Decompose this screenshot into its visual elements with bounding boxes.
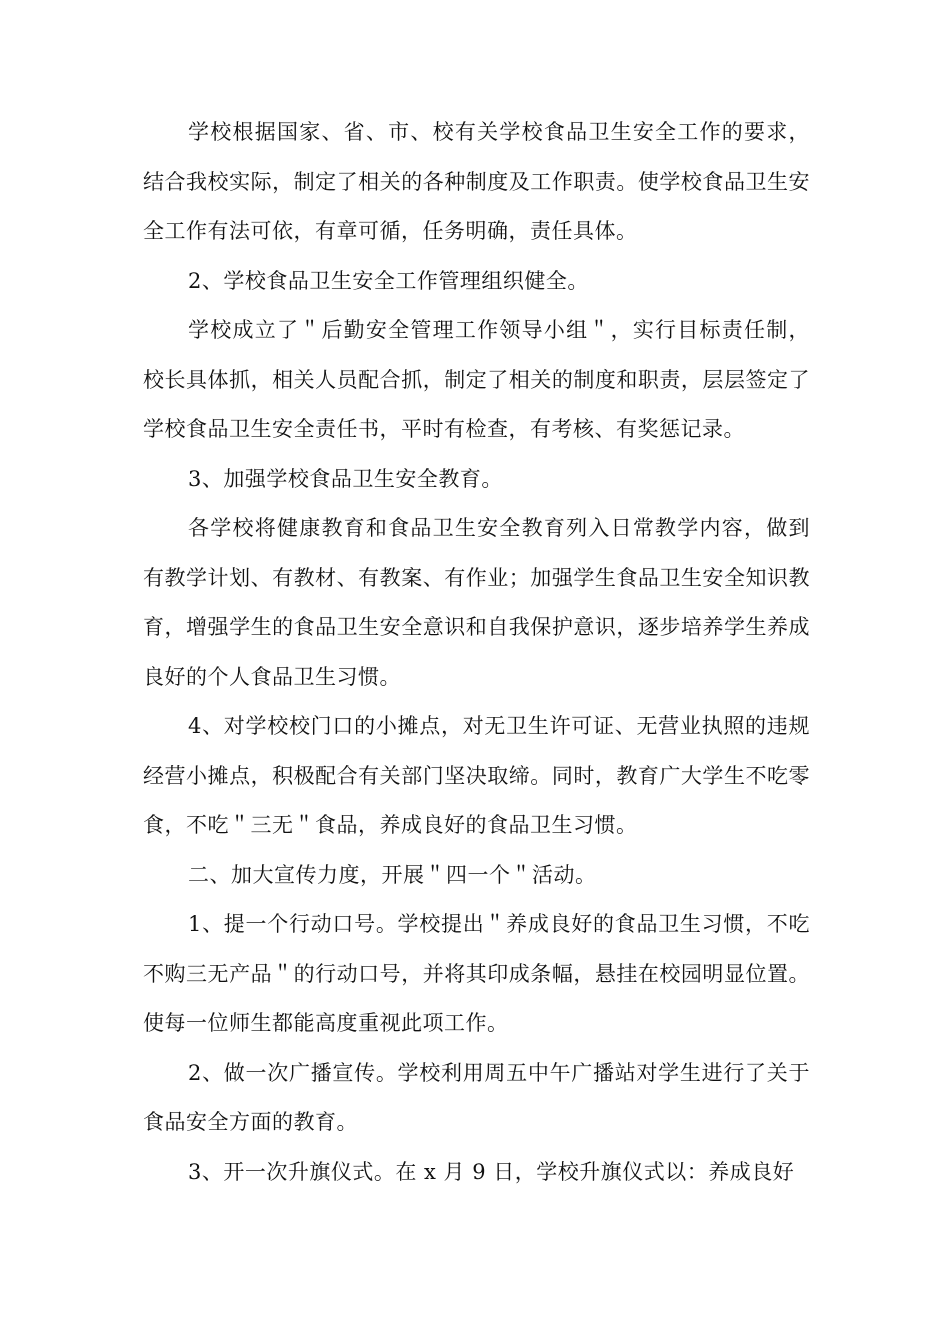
section-heading-2: 二、加大宣传力度，开展＂四一个＂活动。 [188,862,597,887]
paragraph-flag-ceremony: 3、开一次升旗仪式。在 x 月 9 日，学校升旗仪式以：养成良好 [188,1159,795,1184]
paragraph-item-2-body: 学校成立了＂后勤安全管理工作领导小组＂，实行目标责任制，校长具体抓，相关人员配合抓，制定了相关的制度和职责，层层签定了学校食品卫生安全责任书，平时有检查，有考核、有奖惩记录。 [143,318,810,441]
paragraph-item-4: 4、对学校校门口的小摊点，对无卫生许可证、无营业执照的违规经营小摊点，积极配合有关部门坚决取缔。同时，教育广大学生不吃零食，不吃＂三无＂食品，养成良好的食品卫生习惯。 [143,714,810,837]
paragraph-item-3-heading: 3、加强学校食品卫生安全教育。 [188,466,503,491]
document-body [143,108,810,1197]
paragraph-slogan: 1、提一个行动口号。学校提出＂养成良好的食品卫生习惯，不吃不购三无产品＂的行动口号，并将其印成条幅，悬挂在校园明显位置。使每一位师生都能高度重视此项工作。 [143,912,810,1035]
paragraph-item-3-body: 各学校将健康教育和食品卫生安全教育列入日常教学内容，做到有教学计划、有教材、有教案、有作业；加强学生食品卫生安全知识教育，增强学生的食品卫生安全意识和自我保护意识，逐步培养学生养成良好的个人食品卫生习惯。 [143,516,810,689]
paragraph-intro: 学校根据国家、省、市、校有关学校食品卫生安全工作的要求，结合我校实际，制定了相关的各种制度及工作职责。使学校食品卫生安全工作有法可依，有章可循，任务明确，责任具体。 [143,120,810,243]
paragraph-item-2-heading: 2、学校食品卫生安全工作管理组织健全。 [188,268,589,293]
paragraph-broadcast: 2、做一次广播宣传。学校利用周五中午广播站对学生进行了关于食品安全方面的教育。 [143,1060,810,1134]
